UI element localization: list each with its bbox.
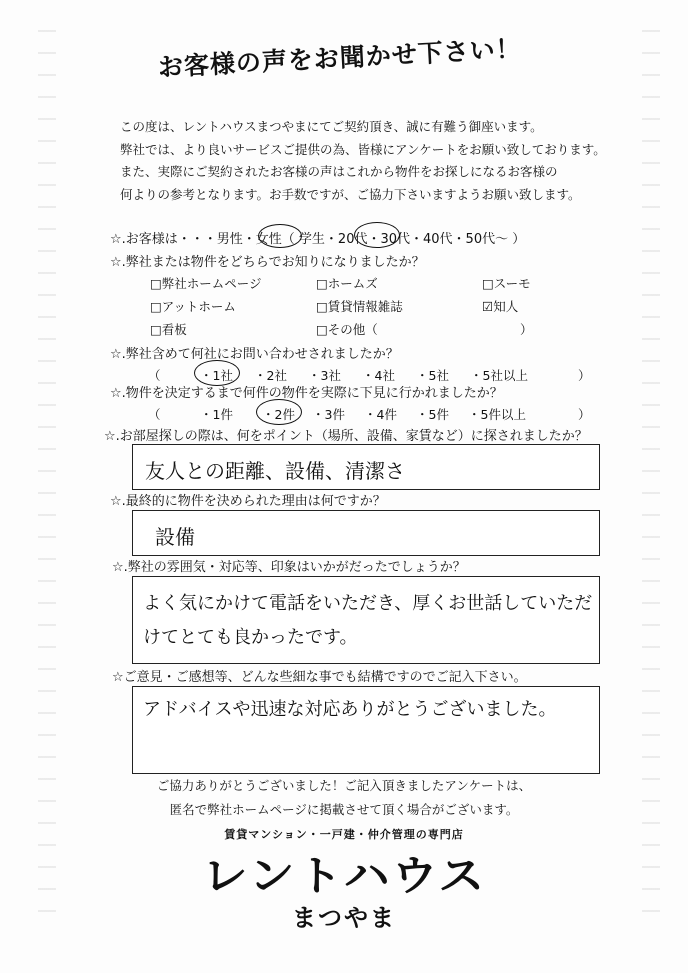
choice-3-properties[interactable]: ・3件: [312, 407, 345, 422]
circle-mark-20s: [354, 222, 400, 248]
option-other[interactable]: □その他（: [316, 322, 378, 337]
question-search-points: ☆.お部屋探しの際は、何をポイント（場所、設備、家賃など）に探されましたか？: [104, 429, 588, 444]
choice-2-companies[interactable]: ・2社: [254, 368, 287, 383]
answer-box-comments[interactable]: [132, 686, 600, 774]
company-logo-sub: まつやま: [292, 904, 396, 932]
choice-1-property[interactable]: ・1件: [200, 407, 233, 422]
paren-close: ）: [578, 407, 591, 422]
paren-close: ）: [578, 368, 591, 383]
intro-line: また、実際にご契約されたお客様の声はこれから物件をお探しになるお客様の: [120, 164, 558, 179]
option-rental-magazine[interactable]: □賃貸情報雑誌: [316, 299, 403, 314]
company-logo: レントハウス: [201, 851, 487, 900]
answer-box-impression[interactable]: [132, 576, 600, 664]
question-impression: ☆.弊社の雰囲気・対応等、印象はいかがだったでしょうか？: [112, 560, 466, 575]
answer-box-final-reason[interactable]: [132, 510, 600, 556]
question-comments: ☆ご意見・ご感想等、どんな些細な事でも結構ですのでご記入下さい。: [112, 670, 527, 685]
choice-5-properties[interactable]: ・5件: [416, 407, 449, 422]
question-final-reason: ☆.最終的に物件を決められた理由は何ですか？: [110, 494, 386, 509]
circle-mark-female: [258, 224, 302, 248]
option-signboard[interactable]: □看板: [150, 322, 187, 337]
handwritten-answer: 設備: [155, 525, 195, 549]
circle-mark-2-properties: [256, 399, 302, 425]
intro-line: 何よりの参考となります。お手数ですが、ご協力下さいますようお願い致します。: [120, 186, 581, 202]
right-decorative-border: [642, 30, 660, 930]
handwritten-answer: 友人との距離、設備、清潔さ: [145, 459, 405, 483]
handwritten-answer-line: けてとても良かったです。: [143, 627, 358, 648]
question-properties-viewed: ☆.物件を決定するまで何件の物件を実際に下見に行かれましたか？: [110, 386, 503, 401]
choice-5-companies[interactable]: ・5社: [416, 368, 449, 383]
question-companies-contacted: ☆.弊社含めて何社にお問い合わせされましたか？: [110, 347, 399, 362]
choice-4-companies[interactable]: ・4社: [362, 368, 395, 383]
option-company-homepage[interactable]: □弊社ホームページ: [150, 276, 262, 291]
choice-5plus-properties[interactable]: ・5件以上: [468, 407, 526, 422]
option-homes[interactable]: □ホームズ: [316, 276, 378, 291]
option-athome[interactable]: □アットホーム: [150, 299, 236, 314]
footer-thanks: ご協力ありがとうございました！ご記入頂きましたアンケートは、: [156, 778, 532, 793]
intro-line: 弊社では、より良いサービスご提供の為、皆様にアンケートをお願い致しております。: [120, 141, 606, 157]
question-source: ☆.弊社または物件をどちらでお知りになりましたか？: [110, 255, 425, 270]
option-acquaintance-checked[interactable]: ☑知人: [482, 299, 519, 314]
intro-text: [120, 116, 620, 206]
answer-box-search-points[interactable]: [132, 444, 600, 490]
option-suumo[interactable]: □スーモ: [482, 276, 531, 291]
page-title: お客様の声をお聞かせ下さい！: [157, 33, 523, 82]
company-tagline: 賃貸マンション・一戸建・仲介管理の専門店: [224, 828, 464, 841]
option-other-close: ）: [520, 322, 533, 337]
choice-5plus-companies[interactable]: ・5社以上: [470, 368, 528, 383]
paren-open: （: [148, 368, 161, 383]
choice-4-properties[interactable]: ・4件: [364, 407, 397, 422]
intro-line: この度は、レントハウスまつやまにてご契約頂き、誠に有難う御座います。: [120, 119, 543, 134]
handwritten-answer: アドバイスや迅速な対応ありがとうございました。: [143, 699, 557, 720]
choice-2-properties[interactable]: ・2件: [262, 407, 295, 422]
choice-1-company[interactable]: ・1社: [200, 368, 233, 383]
handwritten-answer-line: よく気にかけて電話をいただき、厚くお世話していただ: [143, 593, 593, 614]
choice-3-companies[interactable]: ・3社: [308, 368, 341, 383]
question-customer-type: ☆.お客様は・・・男性・女性（ 学生・20代・30代・40代・50代〜 ）: [110, 232, 526, 247]
paren-open: （: [148, 407, 161, 422]
footer-notice: 匿名で弊社ホームページに掲載させて頂く場合がございます。: [169, 802, 519, 817]
left-decorative-border: [38, 30, 56, 930]
